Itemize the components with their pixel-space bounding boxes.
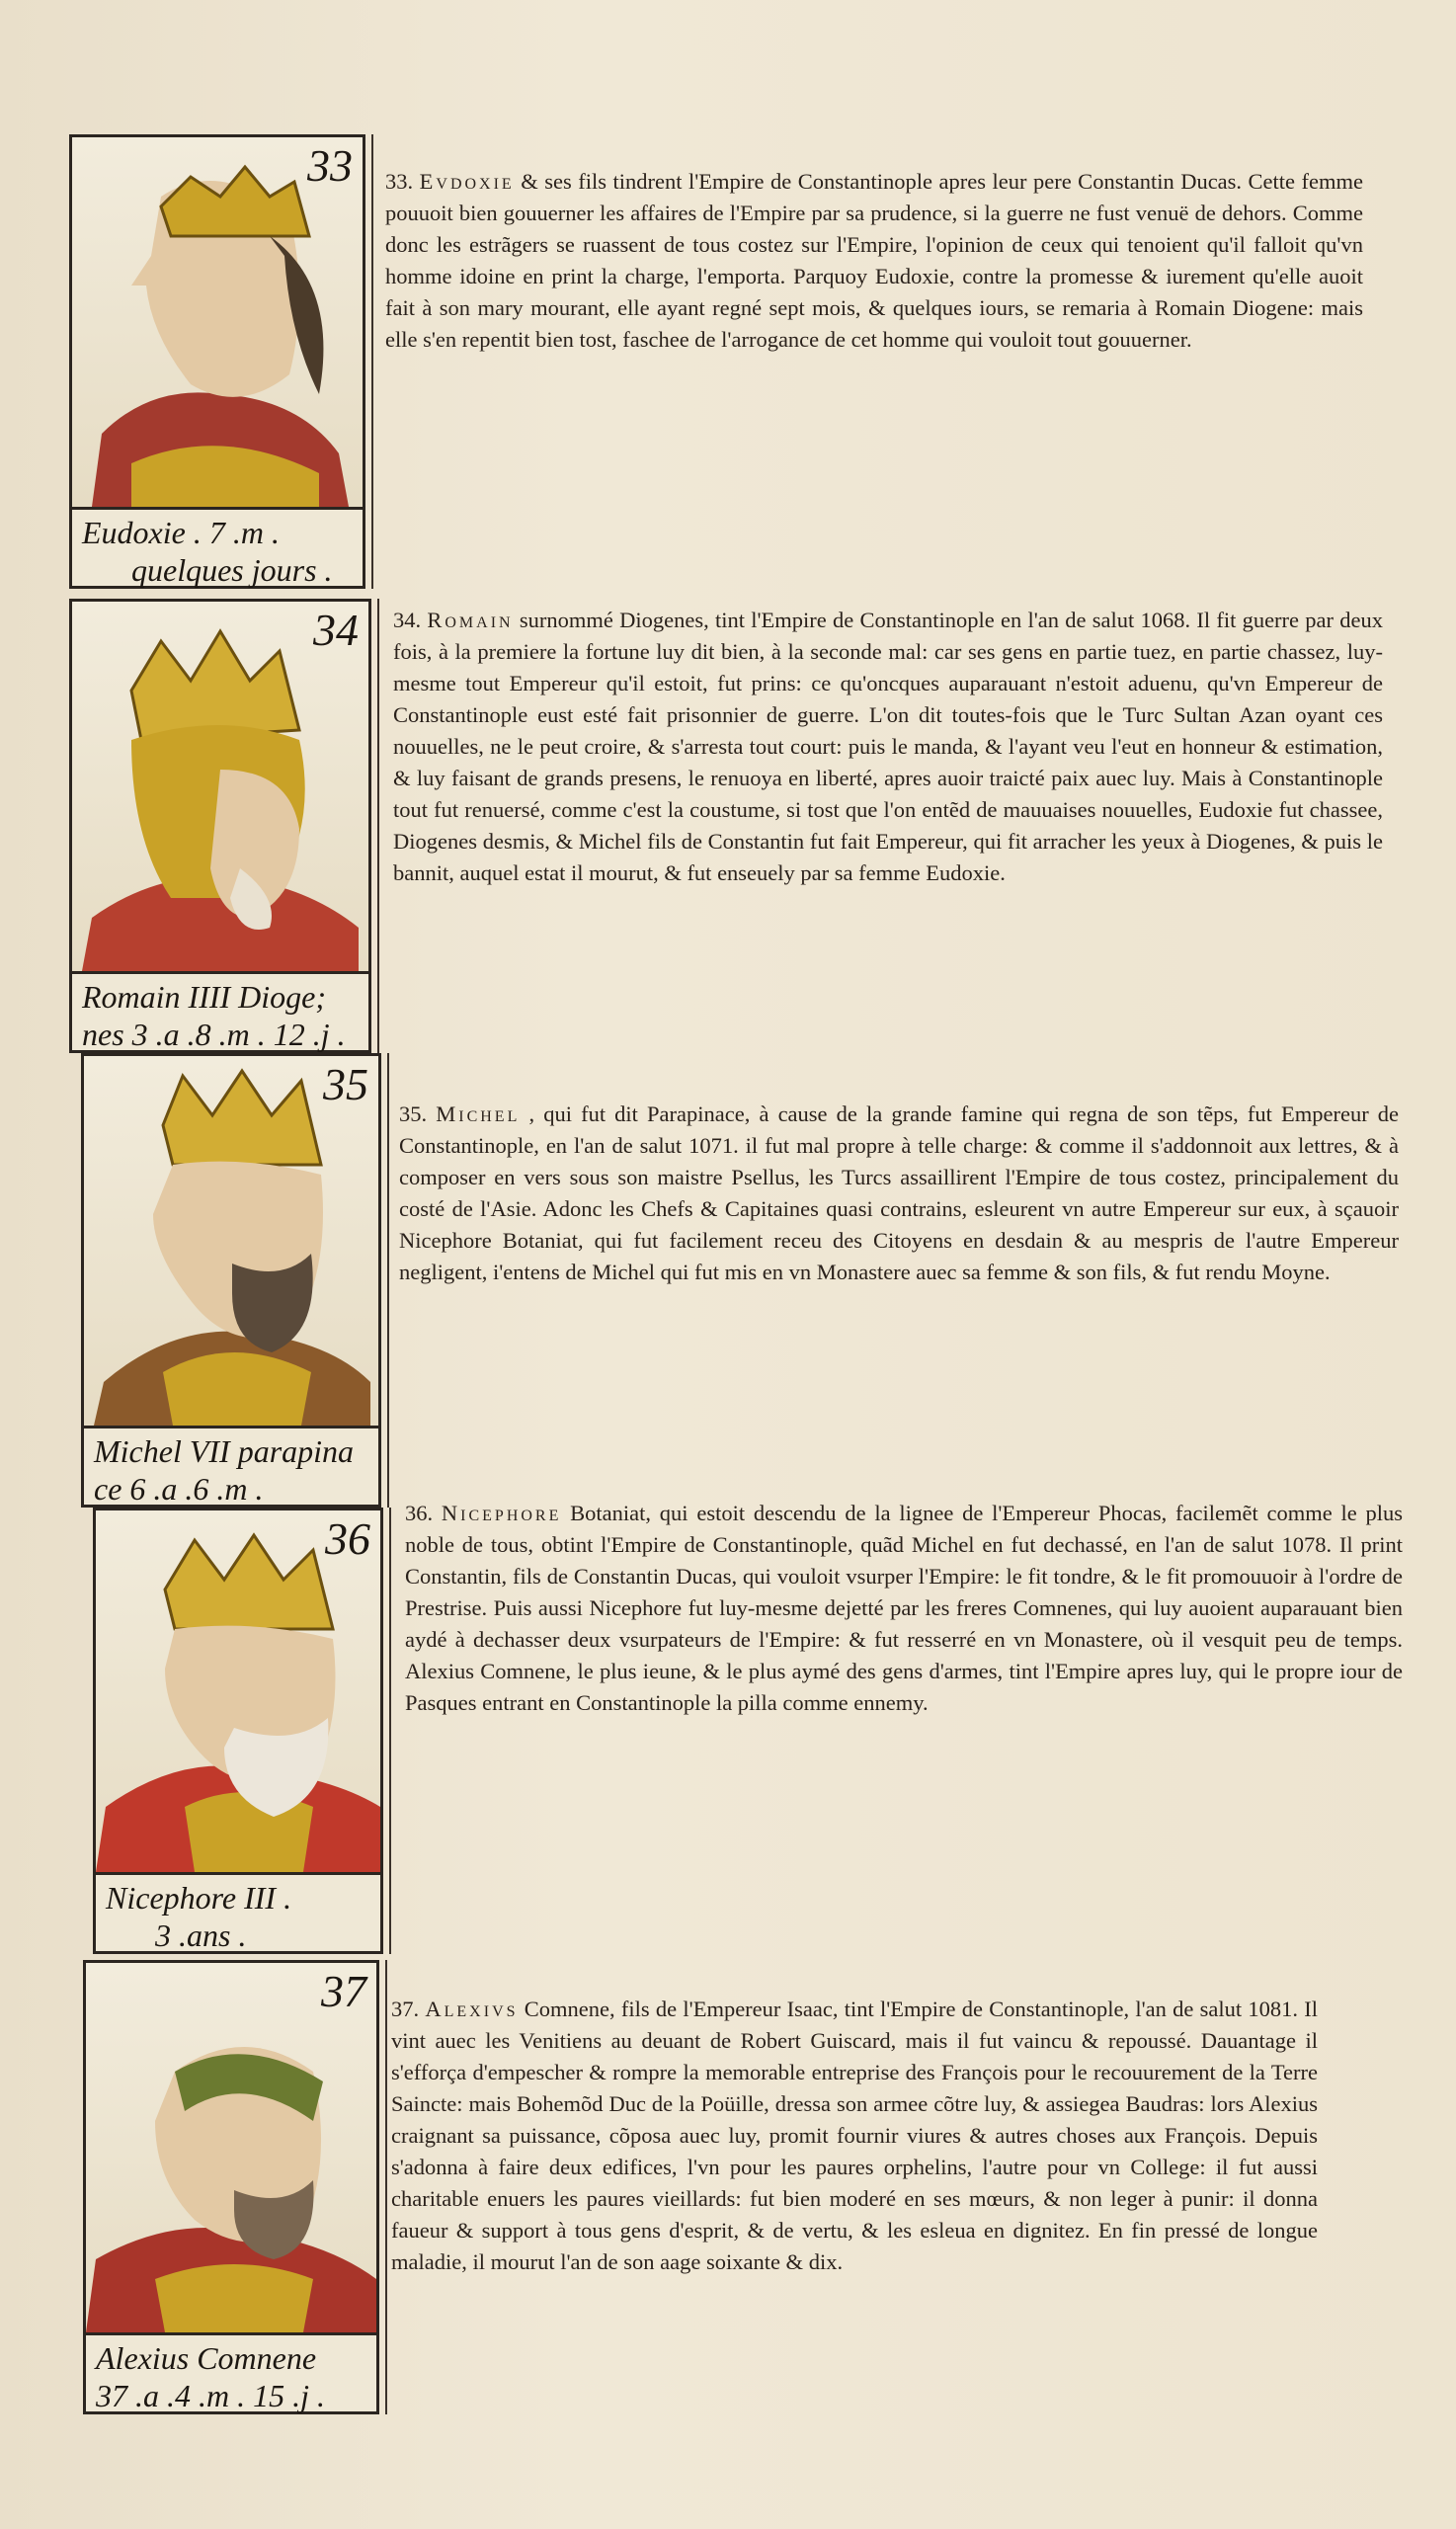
entry-name: Romain	[427, 608, 514, 632]
entry-number: 37.	[391, 1997, 420, 2021]
portrait-frame	[69, 599, 371, 974]
portrait-number: 33	[307, 140, 353, 191]
portrait-number: 37	[321, 1966, 366, 2016]
emperor-portrait-icon	[96, 1510, 380, 1872]
entry-body: , qui fut dit Parapinace, à cause de la grande famine qui regna de son tẽps, fut Empereur de Constantinople, en l'an de salut 1071. il fut mal propre à telle charge: & comme il s'addonnoit aux lettres, & à composer en vers sous son maistre Psellus, les Turcs assaillirent l'Empire de tous costez, principalement du costé de l'Asie. Adonc les Chefs & Capitaines quasi contrains, esleurent vn autre Empereur sur eux, à sçauoir Nicephore Botaniat, qui fut facilement receu des Citoyens en desdain & au mespris de l'autre Empereur negligent, i'entens de Michel qui fut mis en vn Monastere auec sa femme & son fils, & fut rendu Moyne.	[399, 1101, 1400, 1284]
column-rule	[371, 134, 373, 589]
entry-number: 33.	[385, 169, 414, 194]
portrait-frame	[69, 134, 365, 510]
entry-number: 35.	[399, 1101, 428, 1126]
entry-text	[399, 1099, 1399, 1288]
column-rule	[377, 599, 379, 1053]
caption-line: 3 .ans .	[155, 1917, 247, 1953]
portrait-number: 35	[323, 1059, 368, 1109]
caption-line: nes 3 .a .8 .m . 12 .j .	[82, 1017, 346, 1052]
emperor-portrait-icon	[84, 1056, 378, 1426]
column-rule	[387, 1053, 389, 1508]
portrait-frame	[93, 1508, 383, 1875]
entry-body: Comnene, fils de l'Empereur Isaac, tint l'Empire de Constantinople, l'an de salut 1081. Il vint auec les Venitiens au deuant de Robert Guiscard, mais il fut vaincu & repoussé. Dauantage il s'efforça d'empescher & rompre la memorable entreprise des François pour le recouurement de la Terre Saincte: mais Bohemõd Duc de la Poüille, dressa son armee cõtre luy, & assiegea Baudras: lors Alexius craignant sa puissance, cõposa auec luy, promit fournir viures & autres choses aux François. Depuis s'adonna à faire deux edifices, l'vn pour les paures orphelins, l'autre pour vn College: il fut aussi charitable enuers les paures vieillards: fut bien moderé en ses mœurs, & non leger à punir: il donna faueur & support à tous gens d'esprit, & de vertu, & les esleua en dignitez. En fin pressé de longue maladie, il mourut l'an de son aage soixante & dix.	[391, 1997, 1319, 2274]
portrait-caption	[93, 1875, 383, 1954]
caption-line: Romain IIII Dioge;	[82, 979, 327, 1015]
column-rule	[385, 1960, 387, 2414]
caption-line: Michel VII parapina	[94, 1433, 355, 1469]
portrait-number: 34	[313, 605, 359, 655]
entry-number: 34.	[393, 608, 422, 632]
entry-name: Alexivs	[425, 1997, 519, 2021]
emperor-portrait-icon	[72, 602, 368, 971]
entry-body: & ses fils tindrent l'Empire de Constantinople apres leur pere Constantin Ducas. Cette femme pouuoit bien gouuerner les affaires de l'Empire par sa prudence, si la guerre ne fust venuë de dehors. Comme donc les estrãgers se ruassent de tous costez sur l'Empire, l'opinion de ceux qui tenoient qu'il falloit qu'vn homme idoine en print la charge, l'emporta. Parquoy Eudoxie, contre la promesse & iurement qu'elle auoit fait à son mary mourant, elle ayant regné sept mois, & quelques iours, se remaria à Romain Diogene: mais elle s'en repentit bien tost, faschee de l'arrogance de cet homme qui vouloit tout gouuerner.	[385, 169, 1364, 352]
entry-name: Michel	[436, 1101, 521, 1126]
portrait-caption	[81, 1428, 381, 1508]
portrait-number: 36	[325, 1513, 370, 1564]
entry-number: 36.	[405, 1501, 434, 1525]
entry-text	[391, 1994, 1318, 2278]
caption-line: Nicephore III .	[106, 1880, 292, 1916]
portrait-frame	[83, 1960, 379, 2335]
column-rule	[389, 1508, 391, 1954]
caption-line: 37 .a .4 .m . 15 .j .	[96, 2378, 325, 2413]
entry-name: Nicephore	[441, 1501, 562, 1525]
portrait-caption	[69, 974, 371, 1053]
entry-text	[393, 605, 1383, 889]
emperor-portrait-icon	[72, 137, 363, 507]
caption-line: ce 6 .a .6 .m .	[94, 1471, 264, 1507]
caption-line: Alexius Comnene	[96, 2340, 317, 2376]
entry-body: surnommé Diogenes, tint l'Empire de Constantinople en l'an de salut 1068. Il fit guerre par deux fois, à la premiere la fortune luy dit bien, à la seconde mal: car ses gens en partie tuez, en partie chassez, luy-mesme tout Empereur qu'il estoit, fut prins: ce qu'oncques auparauant n'estoit aduenu, qu'vn Empereur de Constantinople eust esté fait prisonnier de guerre. L'on dit toutes-fois que le Turc Sultan Azan oyant ces nouuelles, ne le peut croire, & s'arresta tout court: puis le manda, & l'ayant veu l'eut en honneur & estimation, & luy faisant de grands presens, le renuoya en liberté, apres auoir traicté paix auec luy. Mais à Constantinople tout fut renuersé, comme c'est la coustume, si tost que l'on entẽd de mauuaises nouuelles, Eudoxie fut chassee, Diogenes desmis, & Michel fils de Constantin fut fait Empereur, qui fit arracher les yeux à Diogenes, & puis le bannit, auquel estat il mourut, & fut enseuely par sa femme Eudoxie.	[393, 608, 1383, 885]
portrait-caption	[83, 2335, 379, 2414]
entry-body: Botaniat, qui estoit descendu de la lignee de l'Empereur Phocas, facilemẽt comme le plus noble de tous, obtint l'Empire de Constantinople, quãd Michel en fut dechassé, en l'an de salut 1078. Il print Constantin, fils de Constantin Ducas, qui vouloit vsurper l'Empire: le fit tondre, & le fit promouuoir à l'ordre de Prestrise. Puis aussi Nicephore fut luy-mesme dejetté par les freres Comnenes, qui luy auoient auparauant bien aydé à dechasser deux vsurpateurs de l'Empire: & fut resserré en vn Monastere, où il vesquit peu de temps. Alexius Comnene, le plus ieune, & le plus aymé des gens d'armes, tint l'Empire apres luy, qui le propre iour de Pasques entrant en Constantinople la pilla comme ennemy.	[405, 1501, 1404, 1715]
caption-line: Eudoxie . 7 .m .	[82, 515, 280, 550]
emperor-portrait-icon	[86, 1963, 376, 2332]
entry-text	[405, 1498, 1403, 1719]
entry-text	[385, 166, 1363, 356]
portrait-caption	[69, 510, 365, 589]
entry-name: Evdoxie	[419, 169, 515, 194]
caption-line: quelques jours .	[131, 552, 333, 588]
portrait-frame	[81, 1053, 381, 1428]
